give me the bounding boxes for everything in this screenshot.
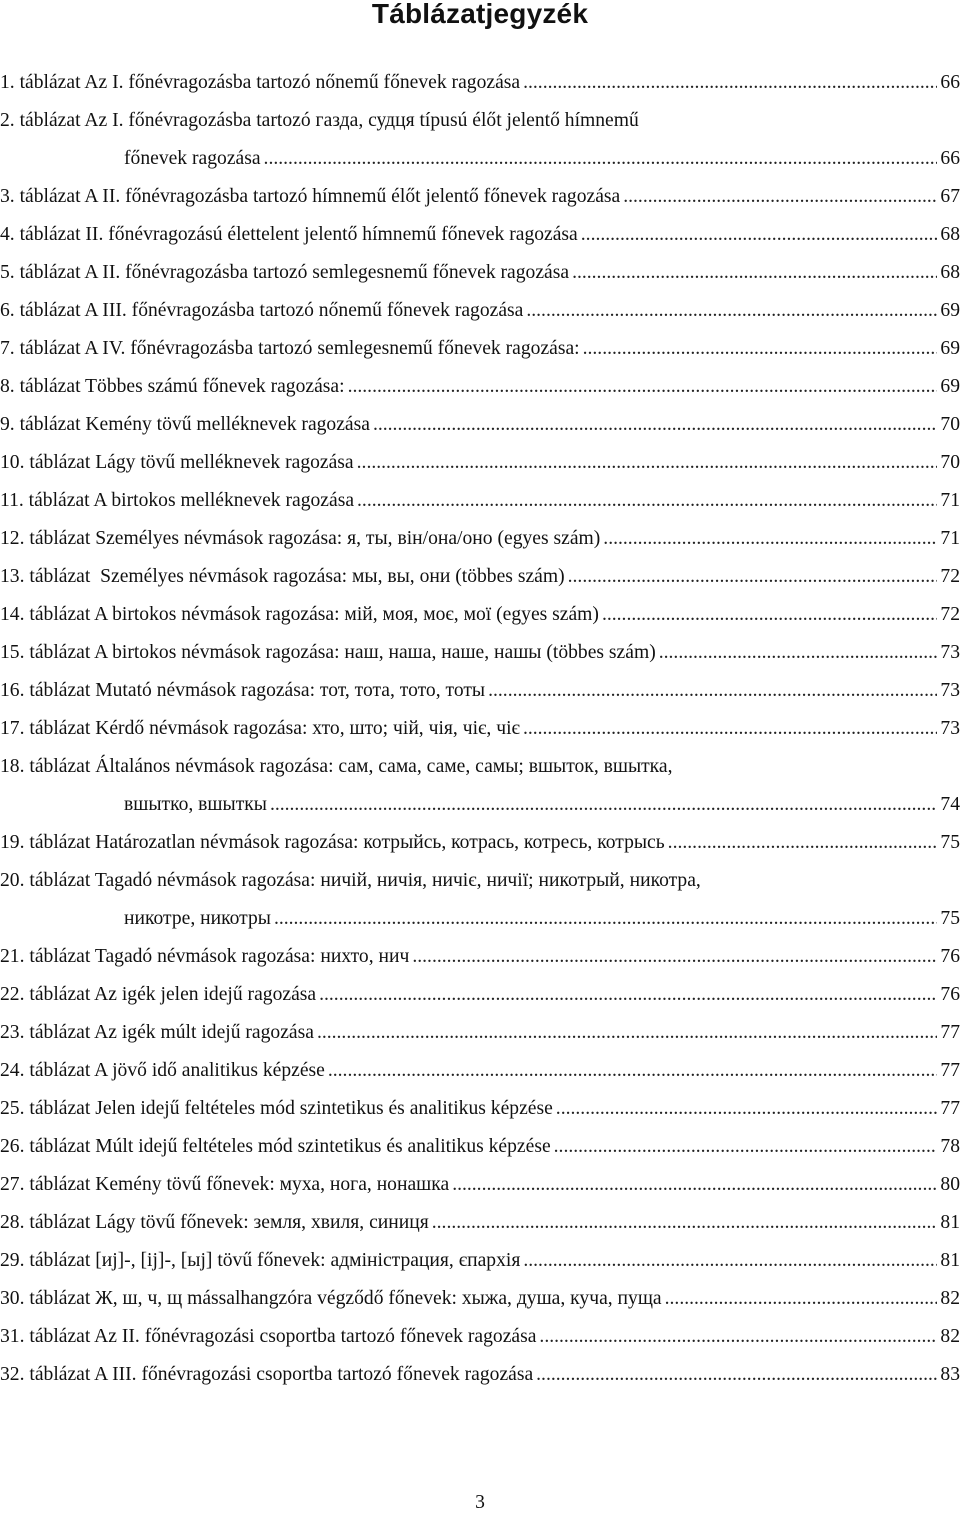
entry-title: 9. táblázat Kemény tövű melléknevek ragozása <box>0 414 370 435</box>
toc-entry[interactable] <box>0 216 960 254</box>
entry-page-number: 83 <box>940 1364 960 1385</box>
toc-entry[interactable] <box>0 520 960 558</box>
dot-leader <box>348 368 938 406</box>
dot-leader <box>526 292 937 330</box>
entry-page-number: 77 <box>940 1022 960 1043</box>
entry-page-number: 70 <box>940 414 960 435</box>
entry-page-number: 69 <box>940 338 960 359</box>
entry-title: 30. táblázat Ж, ш, ч, щ mássalhangzóra végződő főnevek: хыжа, душа, куча, пуща <box>0 1288 662 1309</box>
toc-entry[interactable] <box>0 1242 960 1280</box>
toc-entry[interactable] <box>0 482 960 520</box>
dot-leader <box>623 178 937 216</box>
entry-page-number: 82 <box>940 1326 960 1347</box>
page-number: 3 <box>475 1492 485 1513</box>
entry-title: 12. táblázat Személyes névmások ragozása: я, ты, він/она/оно (egyes szám) <box>0 528 601 549</box>
toc-entry[interactable] <box>0 1166 960 1204</box>
toc-entry[interactable] <box>0 596 960 634</box>
entry-title: 26. táblázat Múlt idejű feltételes mód szintetikus és analitikus képzése <box>0 1136 551 1157</box>
dot-leader <box>317 1014 937 1052</box>
entry-page-number: 69 <box>940 376 960 397</box>
entry-page-number: 74 <box>940 794 960 815</box>
toc-entry[interactable] <box>0 102 960 178</box>
entry-page-number: 81 <box>940 1212 960 1233</box>
toc-entry[interactable] <box>0 444 960 482</box>
toc-entry[interactable] <box>0 672 960 710</box>
toc-entry[interactable] <box>0 1280 960 1318</box>
entry-title: 19. táblázat Határozatlan névmások ragozása: котрыйсь, котрась, котресь, котрысь <box>0 832 665 853</box>
toc-entry[interactable] <box>0 254 960 292</box>
dot-leader <box>488 672 937 710</box>
entry-title: 21. táblázat Tagadó névmások ragozása: нихто, нич <box>0 946 410 967</box>
entry-title: 27. táblázat Kemény tövű főnevek: муха, нога, нонашка <box>0 1174 450 1195</box>
entry-title: 1. táblázat Az I. főnévragozásba tartozó nőnemű főnevek ragozása <box>0 72 521 93</box>
dot-leader <box>554 1128 938 1166</box>
entry-title-continuation: вшытко, вшыткы <box>124 794 267 815</box>
entry-page-number: 78 <box>940 1136 960 1157</box>
table-of-tables <box>0 64 960 1394</box>
toc-entry[interactable] <box>0 824 960 862</box>
entry-page-number: 69 <box>940 300 960 321</box>
entry-title: 16. táblázat Mutató névmások ragozása: тот, тота, тото, тоты <box>0 680 486 701</box>
toc-entry[interactable] <box>0 1356 960 1394</box>
entry-page-number: 73 <box>940 718 960 739</box>
entry-title-continuation: никотре, никотры <box>124 908 271 929</box>
entry-title: 10. táblázat Lágy tövű melléknevek ragozása <box>0 452 354 473</box>
toc-entry[interactable] <box>0 1318 960 1356</box>
toc-entry[interactable] <box>0 976 960 1014</box>
toc-entry[interactable] <box>0 1014 960 1052</box>
entry-title: 14. táblázat A birtokos névmások ragozása: мій, моя, моє, мої (egyes szám) <box>0 604 599 625</box>
dot-leader <box>357 482 937 520</box>
entry-page-number: 80 <box>940 1174 960 1195</box>
dot-leader <box>539 1318 937 1356</box>
dot-leader <box>523 1242 937 1280</box>
toc-entry[interactable] <box>0 178 960 216</box>
entry-title-continuation: főnevek ragozása <box>124 148 261 169</box>
entry-page-number: 81 <box>940 1250 960 1271</box>
toc-entry[interactable] <box>0 330 960 368</box>
dot-leader <box>452 1166 937 1204</box>
dot-leader <box>536 1356 937 1394</box>
toc-entry[interactable] <box>0 1128 960 1166</box>
dot-leader <box>556 1090 938 1128</box>
dot-leader <box>602 596 937 634</box>
entry-page-number: 71 <box>940 528 960 549</box>
entry-title: 6. táblázat A III. főnévragozásba tartozó nőnemű főnevek ragozása <box>0 300 524 321</box>
dot-leader <box>264 140 938 178</box>
entry-page-number: 66 <box>940 72 960 93</box>
entry-title: 18. táblázat Általános névmások ragozása: сам, сама, саме, самы; вшыток, вшытка, <box>0 756 673 777</box>
entry-page-number: 71 <box>940 490 960 511</box>
dot-leader <box>319 976 937 1014</box>
entry-title: 5. táblázat A II. főnévragozásba tartozó semlegesnemű főnevek ragozása <box>0 262 570 283</box>
entry-page-number: 72 <box>940 604 960 625</box>
toc-entry[interactable] <box>0 748 960 824</box>
entry-title: 8. táblázat Többes számú főnevek ragozása: <box>0 376 345 397</box>
dot-leader <box>603 520 937 558</box>
entry-title: 11. táblázat A birtokos melléknevek ragozása <box>0 490 355 511</box>
toc-entry[interactable] <box>0 938 960 976</box>
entry-title: 22. táblázat Az igék jelen idejű ragozása <box>0 984 317 1005</box>
toc-entry[interactable] <box>0 558 960 596</box>
entry-page-number: 73 <box>940 642 960 663</box>
entry-page-number: 75 <box>940 832 960 853</box>
entry-title: 31. táblázat Az II. főnévragozási csoportba tartozó főnevek ragozása <box>0 1326 537 1347</box>
entry-title: 15. táblázat A birtokos névmások ragozása: наш, наша, наше, нашы (többes szám) <box>0 642 656 663</box>
entry-page-number: 70 <box>940 452 960 473</box>
entry-page-number: 76 <box>940 946 960 967</box>
toc-entry[interactable] <box>0 368 960 406</box>
dot-leader <box>357 444 938 482</box>
entry-page-number: 73 <box>940 680 960 701</box>
toc-entry[interactable] <box>0 406 960 444</box>
entry-title: 7. táblázat A IV. főnévragozásba tartozó semlegesnemű főnevek ragozása: <box>0 338 580 359</box>
entry-page-number: 72 <box>940 566 960 587</box>
entry-title: 4. táblázat II. főnévragozású élettelent jelentő hímnemű főnevek ragozása <box>0 224 578 245</box>
toc-entry[interactable] <box>0 1204 960 1242</box>
dot-leader <box>665 1280 938 1318</box>
toc-entry[interactable] <box>0 634 960 672</box>
entry-page-number: 68 <box>940 262 960 283</box>
entry-page-number: 67 <box>940 186 960 207</box>
toc-entry[interactable] <box>0 1052 960 1090</box>
dot-leader <box>668 824 938 862</box>
dot-leader <box>659 634 938 672</box>
toc-entry[interactable] <box>0 292 960 330</box>
dot-leader <box>432 1204 938 1242</box>
dot-leader <box>572 254 937 292</box>
toc-entry[interactable] <box>0 1090 960 1128</box>
entry-page-number: 66 <box>940 148 960 169</box>
entry-page-number: 77 <box>940 1098 960 1119</box>
entry-title: 28. táblázat Lágy tövű főnevek: земля, хвиля, синиця <box>0 1212 429 1233</box>
entry-title: 13. táblázat Személyes névmások ragozása: мы, вы, они (többes szám) <box>0 566 565 587</box>
dot-leader <box>523 710 937 748</box>
entry-title: 29. táblázat [иj]-, [ij]-, [ыj] tövű főnevek: адміністрация, єпархія <box>0 1250 521 1271</box>
entry-page-number: 77 <box>940 1060 960 1081</box>
dot-leader <box>581 216 938 254</box>
dot-leader <box>274 900 937 938</box>
dot-leader <box>270 786 937 824</box>
entry-title: 2. táblázat Az I. főnévragozásba tartozó газда, судця típusú élőt jelentő hímnemű <box>0 110 639 131</box>
entry-page-number: 76 <box>940 984 960 1005</box>
entry-page-number: 82 <box>940 1288 960 1309</box>
entry-page-number: 68 <box>940 224 960 245</box>
dot-leader <box>583 330 938 368</box>
page-title: Táblázatjegyzék <box>371 0 589 29</box>
entry-title: 3. táblázat A II. főnévragozásba tartozó hímnemű élőt jelentő főnevek ragozása <box>0 186 621 207</box>
entry-title: 25. táblázat Jelen idejű feltételes mód szintetikus és analitikus képzése <box>0 1098 553 1119</box>
dot-leader <box>373 406 937 444</box>
toc-entry[interactable] <box>0 710 960 748</box>
dot-leader <box>412 938 937 976</box>
entry-title: 32. táblázat A III. főnévragozási csoportba tartozó főnevek ragozása <box>0 1364 534 1385</box>
entry-title: 20. táblázat Tagadó névmások ragozása: ничій, ничія, ничіє, ничії; никотрый, никотра, <box>0 870 701 891</box>
toc-entry[interactable] <box>0 862 960 938</box>
dot-leader <box>523 64 937 102</box>
entry-title: 23. táblázat Az igék múlt idejű ragozása <box>0 1022 314 1043</box>
entry-title: 24. táblázat A jövő idő analitikus képzése <box>0 1060 325 1081</box>
toc-entry[interactable] <box>0 64 960 102</box>
dot-leader <box>568 558 938 596</box>
entry-page-number: 75 <box>940 908 960 929</box>
dot-leader <box>328 1052 938 1090</box>
entry-title: 17. táblázat Kérdő névmások ragozása: хто, што; чій, чія, чіє, чіє <box>0 718 520 739</box>
